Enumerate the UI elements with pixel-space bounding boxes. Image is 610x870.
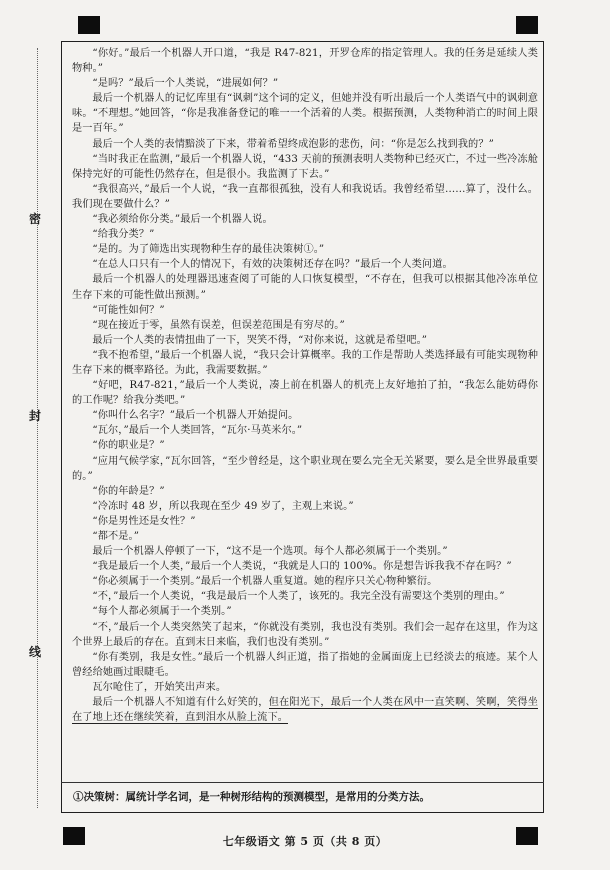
paragraph: “给我分类？” bbox=[92, 229, 155, 241]
paragraph: 最后一个机器人停顿了一下，“这不是一个选项。每个人都必须属于一个类别。” bbox=[92, 546, 448, 558]
paragraph: “瓦尔，”最后一个人类回答，“瓦尔·马英米尔。” bbox=[92, 425, 303, 437]
paragraph: “现在接近于零，虽然有误差，但误差范围是有穷尽的。” bbox=[92, 319, 345, 331]
page-footer: 七年级语文 第 5 页（共 8 页） bbox=[222, 835, 388, 848]
paragraph: “在总人口只有一个人的情况下，有效的决策树还存在吗？”最后一个人类问道。 bbox=[92, 259, 453, 271]
paragraph: “我不抱希望，”最后一个机器人说，“我只会计算概率。我的工作是帮助人类选择最有可能实现物种生存下来的概率路径。为此，我需要数据。” bbox=[72, 349, 538, 376]
paragraph: “我是最后一个人类，”最后一个人类说，“我就是人口的 100%。你是想告诉我我不存在吗？” bbox=[92, 561, 512, 573]
paragraph: “冷冻时 48 岁，所以我现在至少 49 岁了，主观上来说。” bbox=[92, 500, 354, 512]
paragraph: “不，”最后一个人类说，“我是最后一个人类了，该死的。我完全没有需要这个类别的理由。” bbox=[92, 591, 505, 603]
paragraph: “你叫什么名字？”最后一个机器人开始提问。 bbox=[92, 410, 299, 422]
footnote: ①决策树：属统计学名词，是一种树形结构的预测模型，是常用的分类方法。 bbox=[73, 791, 430, 803]
paragraph: 最后一个机器人的记忆库里有“讽刺”这个词的定义，但她并没有听出最后一个人类语气中的讽刺意味。“不理想。”她回答，“你是我准备登记的唯一一个活着的人类。根据预测，人类物种消亡的时间上限是一百年。” bbox=[72, 93, 538, 135]
paragraph: “你好。”最后一个机器人开口道，“我是 R47-821，开罗仓库的指定管理人。我的任务是延续人类物种。” bbox=[72, 48, 538, 75]
final-paragraph bbox=[72, 695, 538, 725]
final-paragraph-plain: 最后一个机器人不知道有什么好笑的， bbox=[92, 697, 269, 709]
paragraph: “你的年龄是？” bbox=[92, 485, 165, 497]
paragraph: “你有类别，我是女性。”最后一个机器人纠正道，指了指她的金属面庞上已经淡去的痕迹。某个人曾经给她画过眼睫毛。 bbox=[72, 651, 538, 678]
paragraph: “当时我正在监测，”最后一个机器人说，“433 天前的预测表明人类物种已经灭亡，不过一些冷冻舱保持完好的可能性仍然存在，但是很小。我监测了下去。” bbox=[72, 153, 538, 180]
footnote-divider bbox=[61, 782, 544, 783]
registration-mark-top-left bbox=[78, 16, 100, 34]
paragraph: “每个人都必须属于一个类别。” bbox=[92, 606, 232, 618]
paragraph: “不，”最后一个人类突然笑了起来，“你就没有类别，我也没有类别。我们会一起存在这里，作为这个世界上最后的存在。直到末日来临，我们也没有类别。” bbox=[72, 621, 538, 648]
paragraph: “都不是。” bbox=[92, 531, 140, 542]
registration-mark-top-right bbox=[516, 16, 538, 34]
paragraph: “应用气候学家，”瓦尔回答，“至少曾经是，这个职业现在要么完全无关紧要，要么是全世界最重要的。” bbox=[72, 455, 538, 482]
reading-passage bbox=[72, 46, 538, 725]
paragraph: 瓦尔呛住了，开始笑出声来。 bbox=[92, 681, 227, 693]
paragraph: “我必须给你分类。”最后一个机器人说。 bbox=[92, 214, 273, 226]
binding-line bbox=[37, 48, 38, 808]
side-label-feng: 封 bbox=[29, 409, 42, 423]
paragraph: “好吧，R47-821，”最后一个人类说，凑上前在机器人的机壳上友好地拍了拍，“我怎么能妨碍你的工作呢？给我分类吧。” bbox=[72, 380, 538, 407]
paragraph: 最后一个人类的表情扭曲了一下，哭笑不得，“对你来说，这就是希望吧。” bbox=[92, 334, 428, 346]
paragraph: “你必须属于一个类别。”最后一个机器人重复道。她的程序只关心物种繁衍。 bbox=[92, 576, 438, 588]
paragraph: “可能性如何？” bbox=[92, 304, 165, 316]
paragraph: 最后一个人类的表情黯淡了下来，带着希望终成泡影的悲伤，问：“你是怎么找到我的？” bbox=[92, 138, 494, 150]
paragraph: “我很高兴，”最后一个人说，“我一直都很孤独，没有人和我说话。我曾经希望……算了，没什么。我们现在要做什么？” bbox=[72, 183, 538, 210]
paragraph: “你的职业是？” bbox=[92, 440, 165, 452]
paragraph: “是的。为了筛选出实现物种生存的最佳决策树①。” bbox=[92, 244, 325, 256]
side-label-mi: 密 bbox=[29, 212, 42, 226]
paragraph: 最后一个机器人的处理器迅速查阅了可能的人口恢复模型，“不存在，但我可以根据其他冷冻单位生存下来的可能性做出预测。” bbox=[72, 274, 538, 301]
side-label-xian: 线 bbox=[29, 645, 42, 659]
paragraph: “是吗？”最后一个人类说，“进展如何？” bbox=[92, 78, 279, 90]
paragraph: “你是男性还是女性？” bbox=[92, 515, 196, 527]
underlined-sentence: 但在阳光下，最后一个人类在风中一直笑啊、笑啊，笑得坐在了地上还在继续笑着，直到泪水从脸上流下。 bbox=[72, 697, 538, 724]
